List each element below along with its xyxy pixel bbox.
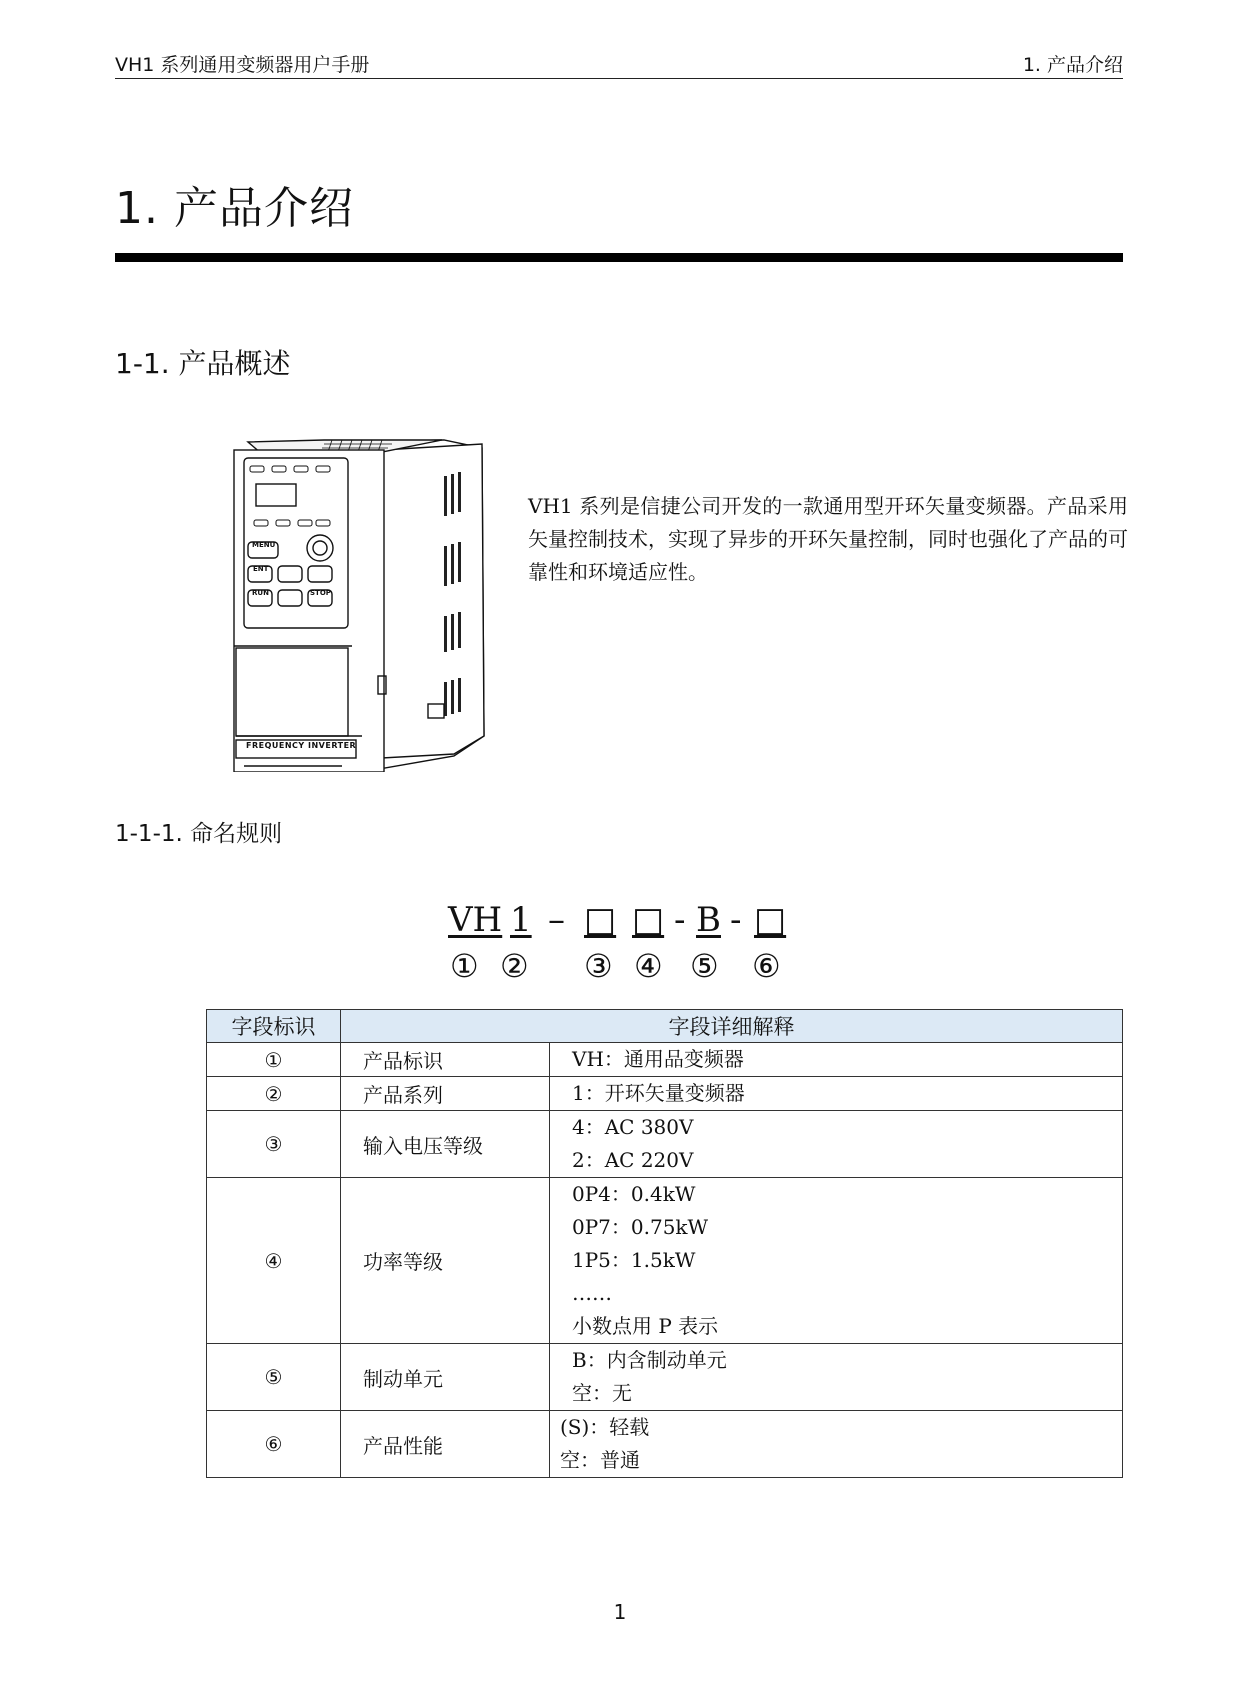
table-cell-id: ② — [207, 1077, 341, 1111]
table-cell-name: 产品标识 — [341, 1043, 550, 1077]
naming-token-dash: - — [674, 900, 686, 940]
detail-line: …… — [572, 1281, 612, 1305]
detail-line: 0P4：0.4kW — [572, 1182, 696, 1206]
table-header-row — [207, 1010, 1123, 1043]
detail-line: 4：AC 380V — [572, 1115, 694, 1139]
detail-line: 空：普通 — [560, 1448, 640, 1472]
menu-key-label: MENU — [252, 541, 276, 549]
naming-token-brake: B — [696, 900, 721, 940]
table-row — [207, 1043, 1123, 1077]
front-label: FREQUENCY INVERTER — [246, 741, 357, 750]
table-cell-name: 输入电压等级 — [341, 1111, 550, 1178]
table-cell-id: ① — [207, 1043, 341, 1077]
naming-number: ② — [500, 947, 529, 985]
table-header-field-id: 字段标识 — [207, 1010, 341, 1043]
ent-key-label: ENT — [253, 565, 269, 573]
detail-line: 0P7：0.75kW — [572, 1215, 709, 1239]
detail-line: VH：通用品变频器 — [572, 1047, 744, 1071]
chapter-rule — [115, 253, 1123, 262]
table-row — [207, 1178, 1123, 1344]
running-header — [115, 48, 1123, 79]
subsection-title: 1-1-1. 命名规则 — [115, 821, 283, 847]
naming-token-power: □ — [632, 900, 665, 940]
naming-token-dash: – — [548, 900, 565, 940]
naming-token-family: 1 — [510, 900, 532, 940]
overview-paragraph: VH1 系列是信捷公司开发的一款通用型开环矢量变频器。产品采用矢量控制技术，实现了异步的开环矢量控制，同时也强化了产品的可靠性和环境适应性。 — [528, 494, 1128, 584]
naming-fields-table — [206, 1009, 1123, 1478]
detail-line: 1P5：1.5kW — [572, 1248, 696, 1272]
detail-line: 1：开环矢量变频器 — [572, 1081, 745, 1105]
table-cell-detail — [550, 1178, 1123, 1344]
table-row — [207, 1411, 1123, 1478]
table-cell-detail — [550, 1411, 1123, 1478]
detail-line: 2：AC 220V — [572, 1148, 694, 1172]
naming-number: ③ — [584, 947, 613, 985]
table-cell-name: 制动单元 — [341, 1344, 550, 1411]
naming-token-performance: □ — [754, 900, 787, 940]
detail-line: 小数点用 P 表示 — [572, 1314, 719, 1338]
table-cell-id: ④ — [207, 1178, 341, 1344]
table-cell-name: 功率等级 — [341, 1178, 550, 1344]
table-cell-name: 产品系列 — [341, 1077, 550, 1111]
table-row — [207, 1077, 1123, 1111]
run-key-label: RUN — [252, 589, 269, 597]
naming-number: ④ — [634, 947, 663, 985]
stop-key-label: STOP — [310, 589, 331, 597]
table-cell-id: ③ — [207, 1111, 341, 1178]
detail-line: 空：无 — [572, 1381, 632, 1405]
naming-number: ① — [450, 947, 479, 985]
table-cell-id: ⑤ — [207, 1344, 341, 1411]
table-row — [207, 1344, 1123, 1411]
detail-line: (S)：轻载 — [560, 1415, 650, 1439]
table-cell-detail — [550, 1344, 1123, 1411]
naming-token-series: VH — [448, 900, 503, 940]
table-cell-detail — [550, 1043, 1123, 1077]
detail-line: B：内含制动单元 — [572, 1348, 727, 1372]
table-cell-id: ⑥ — [207, 1411, 341, 1478]
header-chapter-title: 1. 产品介绍 — [1022, 54, 1123, 76]
table-cell-detail — [550, 1077, 1123, 1111]
naming-code — [448, 900, 808, 990]
page-number: 1 — [613, 1600, 627, 1624]
naming-number: ⑤ — [690, 947, 719, 985]
naming-token-dash: - — [730, 900, 742, 940]
chapter-title: 1. 产品介绍 — [115, 183, 354, 234]
section-title: 1-1. 产品概述 — [115, 347, 291, 380]
table-cell-detail — [550, 1111, 1123, 1178]
header-manual-title: VH1 系列通用变频器用户手册 — [115, 54, 370, 76]
table-header-field-detail: 字段详细解释 — [341, 1010, 1123, 1043]
naming-token-voltage: □ — [584, 900, 617, 940]
inverter-illustration — [232, 436, 500, 772]
table-cell-name: 产品性能 — [341, 1411, 550, 1478]
table-row — [207, 1111, 1123, 1178]
naming-number: ⑥ — [752, 947, 781, 985]
